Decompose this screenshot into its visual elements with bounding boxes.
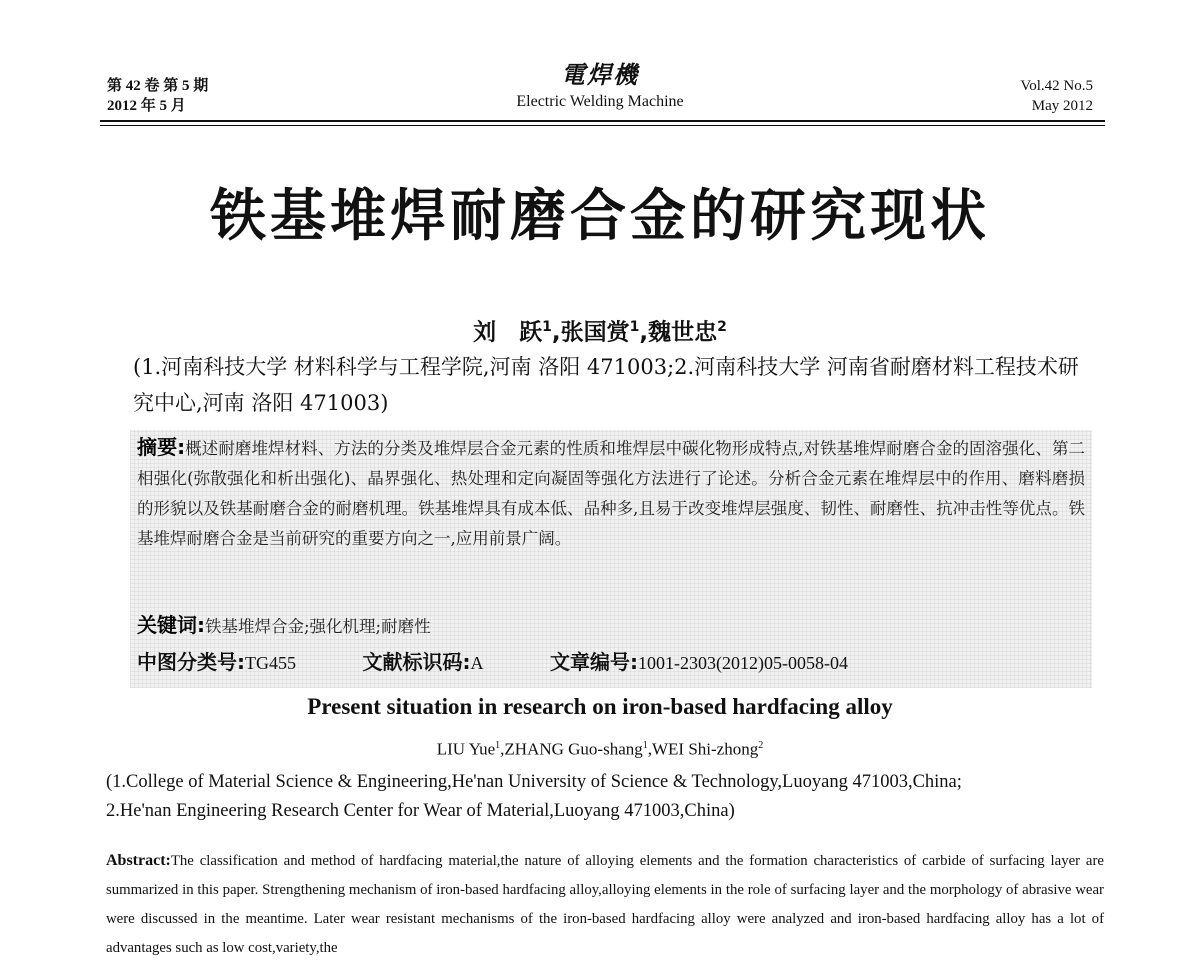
article-number-label: 文章编号: bbox=[550, 650, 638, 674]
abstract-en-label: Abstract: bbox=[106, 852, 171, 869]
affiliation-en bbox=[106, 768, 1106, 826]
volume-issue-en: Vol.42 No.5 bbox=[1020, 78, 1093, 94]
header-rule-thin bbox=[100, 125, 1105, 126]
author-name: 魏世忠 bbox=[648, 319, 718, 346]
clc-number bbox=[137, 648, 296, 677]
author-affil-mark: 2 bbox=[717, 319, 727, 335]
abstract-cn bbox=[137, 432, 1085, 554]
abstract-cn-label: 摘要: bbox=[137, 435, 186, 459]
article-number bbox=[550, 648, 848, 677]
authors-cn: 刘 跃$^1$,张国赏$^1$,魏世忠$^2$ bbox=[473, 319, 727, 346]
header-rule-thick bbox=[100, 120, 1105, 122]
doc-code-value: A bbox=[470, 653, 484, 673]
affiliation-cn: (1.河南科技大学 材料科学与工程学院,河南 洛阳 471003;2.河南科技大学 河南省耐磨材料工程技术研究中心,河南 洛阳 471003) bbox=[133, 355, 1079, 415]
abstract-en-text: The classification and method of hardfacing material,the nature of alloying elements and the formation characteristics of carbide of surfacing layer are summarized in this paper. Strengthening mechanism of iron-based hardfacing alloy,alloying elements in the role of surfacing layer and the morphology of abrasive wear were discussed in the meantime. Later wear resistant mechanisms of the iron-based hardfacing alloy were analyzed and iron-based hardfacing alloy has a lot of advantages such as low cost,variety,the bbox=[106, 853, 1104, 956]
date-en: May 2012 bbox=[1031, 98, 1093, 114]
journal-name-en: Electric Welding Machine bbox=[516, 93, 684, 110]
author-name: 刘 跃 bbox=[473, 319, 543, 346]
keywords-cn-text: 铁基堆焊合金;强化机理;耐磨性 bbox=[205, 617, 431, 636]
paper-title-cn: 铁基堆焊耐磨合金的研究现状 bbox=[210, 184, 990, 249]
clc-value: TG455 bbox=[245, 653, 296, 673]
journal-masthead bbox=[440, 60, 760, 112]
affiliation-en-line2: 2.He'nan Engineering Research Center for Wear of Material,Luoyang 471003,China) bbox=[106, 801, 735, 821]
author-affil-mark: 1 bbox=[495, 740, 501, 751]
paper-title-en: Present situation in research on iron-based hardfacing alloy bbox=[307, 694, 893, 719]
author-name-en: WEI Shi-zhong bbox=[652, 739, 759, 759]
author-affil-mark: 1 bbox=[542, 319, 552, 335]
date-cn: 2012 年 5 月 bbox=[107, 98, 186, 114]
issue-info-cn bbox=[107, 76, 208, 116]
author-affil-mark: 1 bbox=[642, 740, 648, 751]
author-affil-mark: 2 bbox=[758, 740, 764, 751]
journal-logo-cn: 電焊機 bbox=[561, 63, 639, 89]
keywords-cn-label: 关键词: bbox=[137, 613, 205, 637]
keywords-cn bbox=[137, 610, 431, 642]
affiliation-en-line1: (1.College of Material Science & Engineering,He'nan University of Science & Technology,Luoyang 471003,China; bbox=[106, 772, 962, 792]
authors-en: LIU Yue$^1$,ZHANG Guo-shang$^1$,WEI Shi-zhong$^2$ bbox=[436, 739, 764, 759]
classification-line bbox=[137, 648, 848, 677]
author-name-en: LIU Yue bbox=[436, 739, 496, 759]
author-name-en: ZHANG Guo-shang bbox=[504, 739, 643, 759]
author-affil-mark: 1 bbox=[629, 319, 640, 335]
abstract-cn-text: 概述耐磨堆焊材料、方法的分类及堆焊层合金元素的性质和堆焊层中碳化物形成特点,对铁基堆焊耐磨合金的固溶强化、第二相强化(弥散强化和析出强化)、晶界强化、热处理和定向凝固等强化方法进行了论述。分析合金元素在堆焊层中的作用、磨料磨损的形貌以及铁基耐磨合金的耐磨机理。铁基堆焊具有成本低、品种多,且易于改变堆焊层强度、韧性、耐磨性、抗冲击性等优点。铁基堆焊耐磨合金是当前研究的重要方向之一,应用前景广阔。 bbox=[137, 439, 1086, 548]
author-name: 张国赏 bbox=[560, 319, 630, 346]
article-number-value: 1001-2303(2012)05-0058-04 bbox=[638, 653, 848, 673]
abstract-en bbox=[106, 846, 1104, 963]
clc-label: 中图分类号: bbox=[137, 650, 245, 674]
doc-code-label: 文献标识码: bbox=[362, 650, 471, 674]
issue-info-en bbox=[1020, 76, 1093, 116]
document-code bbox=[363, 648, 484, 677]
volume-issue-cn: 第 42 卷 第 5 期 bbox=[107, 78, 209, 94]
